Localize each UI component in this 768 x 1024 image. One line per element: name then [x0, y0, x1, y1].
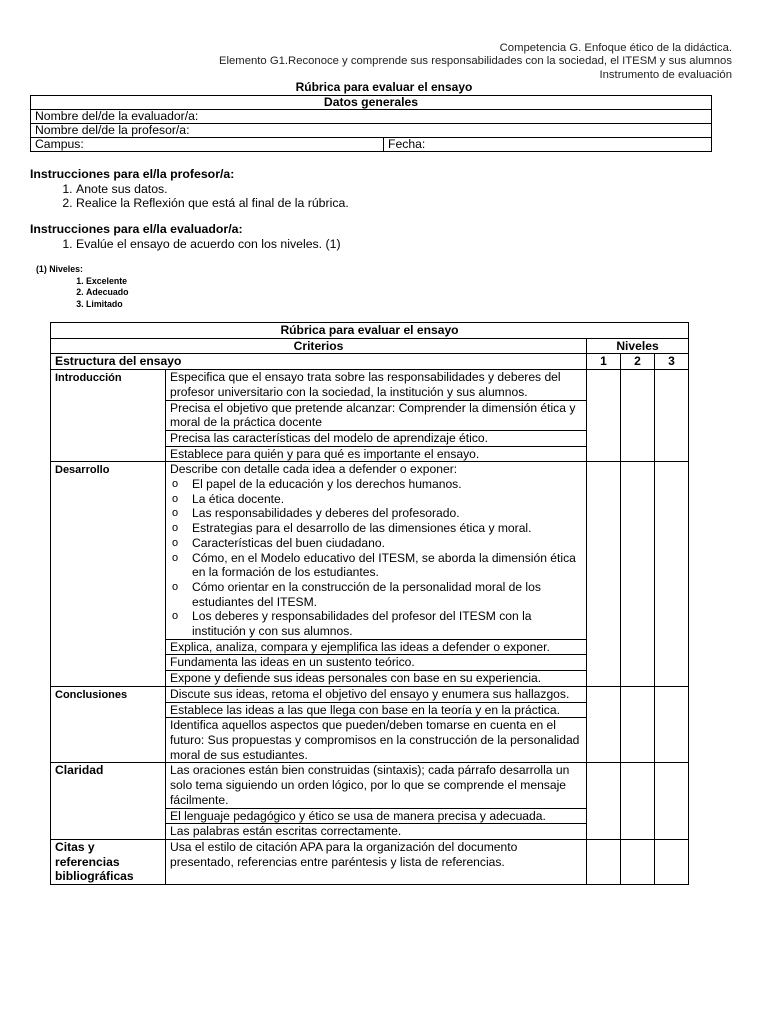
list-item: 1. Evalúe el ensayo de acuerdo con los niveles. (1): [76, 237, 341, 252]
score-cell-1[interactable]: [587, 763, 621, 840]
score-cell-1[interactable]: [587, 686, 621, 763]
header-competencia: Competencia G. Enfoque ético de la didáctica.: [499, 42, 732, 54]
criterion-cell: Usa el estilo de citación APA para la organización del documento presentado, referencias entre paréntesis y lista de referencias.: [166, 839, 587, 884]
professor-name-field[interactable]: Nombre del/de la profesor/a:: [31, 124, 712, 138]
evaluator-instructions-heading: Instrucciones para el/la evaluador/a:: [30, 222, 243, 236]
score-cell-1[interactable]: [587, 462, 621, 687]
campus-field[interactable]: Campus:: [31, 138, 384, 152]
score-cell-3[interactable]: [655, 686, 689, 763]
list-item: o Los deberes y responsabilidades del profesor del ITESM con la institución y con sus alumnos.: [170, 609, 582, 638]
levels-note: [36, 264, 129, 310]
desarrollo-lead: Describe con detalle cada idea a defender o exponer:: [170, 462, 458, 477]
score-cell-3[interactable]: [655, 462, 689, 687]
criterion-cell: El lenguaje pedagógico y ético se usa de manera precisa y adecuada.: [166, 808, 587, 824]
professor-instructions-heading: Instrucciones para el/la profesor/a:: [30, 167, 235, 181]
level-3-header: 3: [655, 354, 689, 370]
score-cell-1[interactable]: [587, 370, 621, 462]
criterion-cell: Precisa el objetivo que pretende alcanzar: Comprender la dimensión ética y moral de la práctica docente: [166, 400, 587, 430]
criterion-cell: Las palabras están escritas correctamente.: [166, 824, 587, 840]
header-instrumento: Instrumento de evaluación: [599, 68, 732, 81]
list-item: o Las responsabilidades y deberes del profesorado.: [170, 506, 582, 521]
section-desarrollo: Desarrollo: [51, 462, 166, 687]
criterion-cell: Explica, analiza, compara y ejemplifica las ideas a defender o exponer.: [166, 639, 587, 655]
date-field[interactable]: Fecha:: [384, 138, 712, 152]
header-elemento: Elemento G1.Reconoce y comprende sus responsabilidades con la sociedad, el ITESM y sus alumnos: [218, 55, 732, 68]
criterion-cell: Establece para quién y para qué es importante el ensayo.: [166, 446, 587, 462]
criterion-cell: Precisa las características del modelo de aprendizaje ético.: [166, 430, 587, 446]
list-item: 1. Anote sus datos.: [76, 182, 349, 197]
score-cell-3[interactable]: [655, 839, 689, 884]
general-heading: Datos generales: [31, 96, 712, 110]
score-cell-2[interactable]: [621, 370, 655, 462]
list-item: 1. Excelente: [86, 276, 129, 288]
desarrollo-topics: [170, 477, 582, 639]
general-data-table: [30, 95, 712, 152]
score-cell-1[interactable]: [587, 839, 621, 884]
section-claridad: Claridad: [51, 763, 166, 840]
list-item: 2. Adecuado: [86, 287, 129, 299]
list-item: o Estrategias para el desarrollo de las dimensiones ética y moral.: [170, 521, 582, 536]
section-conclusiones: Conclusiones: [51, 686, 166, 763]
criterion-cell: Discute sus ideas, retoma el objetivo del ensayo y enumera sus hallazgos.: [166, 686, 587, 702]
criterion-cell: Expone y defiende sus ideas personales con base en su experiencia.: [166, 671, 587, 687]
criterion-cell: Especifica que el ensayo trata sobre las responsabilidades y deberes del profesor universitario con la sociedad, la institución y sus alumnos.: [166, 370, 587, 400]
professor-instructions: [30, 167, 349, 211]
list-item: o El papel de la educación y los derechos humanos.: [170, 477, 582, 492]
evaluator-instructions: [30, 222, 341, 251]
list-item: o Cómo, en el Modelo educativo del ITESM, se aborda la dimensión ética en la formación de los estudiantes.: [170, 551, 582, 580]
page-title: Rúbrica para evaluar el ensayo: [295, 80, 473, 94]
score-cell-3[interactable]: [655, 763, 689, 840]
score-cell-2[interactable]: [621, 839, 655, 884]
criterion-cell: Establece las ideas a las que llega con base en la teoría y en la práctica.: [166, 702, 587, 718]
list-item: o Características del buen ciudadano.: [170, 536, 582, 551]
score-cell-2[interactable]: [621, 462, 655, 687]
list-item: o Cómo orientar en la construcción de la personalidad moral de los estudiantes del ITESM.: [170, 580, 582, 609]
criteria-header: Criterios: [51, 338, 587, 354]
levels-note-heading: (1) Niveles:: [36, 264, 83, 274]
score-cell-3[interactable]: [655, 370, 689, 462]
criterion-cell: [166, 462, 587, 639]
rubric-table: [50, 322, 689, 885]
section-citas: Citas y referencias bibliográficas: [51, 839, 166, 884]
level-2-header: 2: [621, 354, 655, 370]
list-item: 3. Limitado: [86, 299, 129, 311]
level-1-header: 1: [587, 354, 621, 370]
levels-header: Niveles: [587, 338, 689, 354]
section-introduccion: Introducción: [51, 370, 166, 462]
document-header: [219, 42, 732, 82]
list-item: 2. Realice la Reflexión que está al final de la rúbrica.: [76, 196, 349, 211]
evaluator-name-field[interactable]: Nombre del/de la evaluador/a:: [31, 110, 712, 124]
criterion-cell: Identifica aquellos aspectos que pueden/deben tomarse en cuenta en el futuro: Sus propuestas y compromisos en la construcción de la personalidad moral de sus estudiantes.: [166, 718, 587, 763]
rubric-title: Rúbrica para evaluar el ensayo: [51, 323, 689, 339]
criterion-cell: Fundamenta las ideas en un sustento teórico.: [166, 655, 587, 671]
score-cell-2[interactable]: [621, 686, 655, 763]
criterion-cell: Las oraciones están bien construidas (sintaxis); cada párrafo desarrolla un solo tema siguiendo un orden lógico, por lo que se comprende el mensaje fácilmente.: [166, 763, 587, 808]
structure-label: Estructura del ensayo: [51, 354, 587, 370]
score-cell-2[interactable]: [621, 763, 655, 840]
list-item: o La ética docente.: [170, 492, 582, 507]
